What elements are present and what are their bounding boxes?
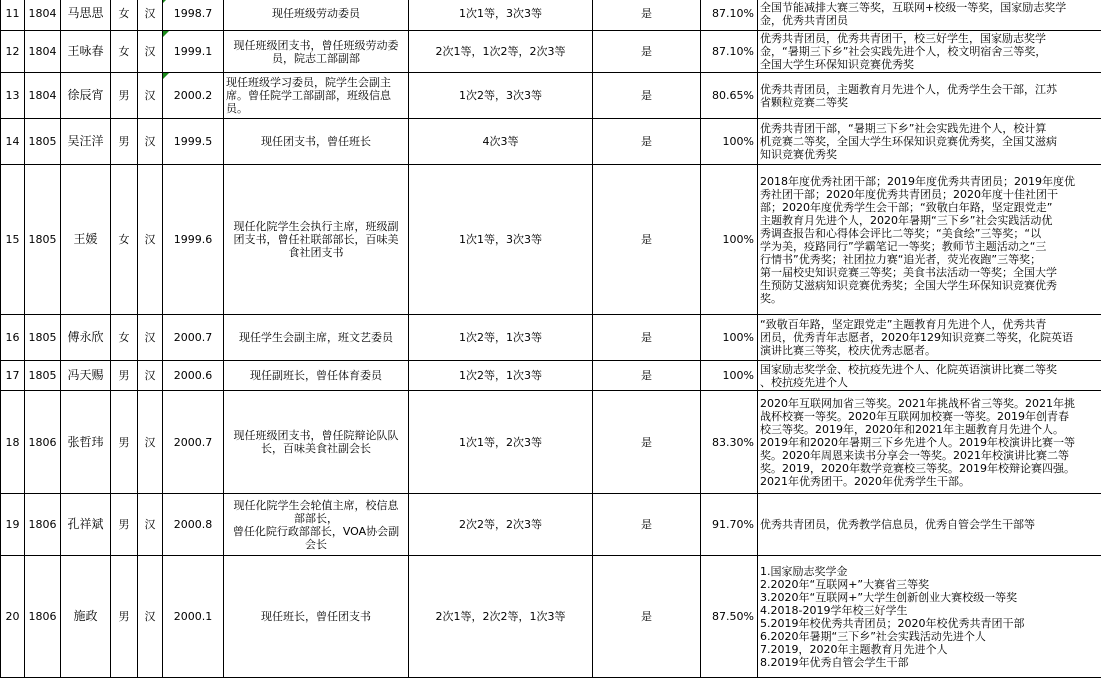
qualified-cell[interactable]: 是 bbox=[593, 315, 701, 361]
scholarship-cell[interactable]: 1次2等，1次3等 bbox=[409, 315, 593, 361]
qualified-cell[interactable]: 是 bbox=[593, 73, 701, 119]
honors-cell[interactable]: 优秀共青团员，优秀教学信息员，优秀自管会学生干部等 bbox=[758, 494, 1101, 556]
honors-cell[interactable]: 全国节能减排大赛三等奖，互联网+校级一等奖，国家励志奖学 金，优秀共青团员 bbox=[758, 0, 1101, 31]
ethnicity-cell[interactable]: 汉 bbox=[138, 31, 163, 73]
qualified-cell[interactable]: 是 bbox=[593, 391, 701, 494]
table-row bbox=[1, 31, 1101, 73]
table-row bbox=[1, 119, 1101, 165]
scholarship-cell[interactable]: 1次1等，2次3等 bbox=[409, 391, 593, 494]
scholarship-cell[interactable]: 2次2等，2次3等 bbox=[409, 494, 593, 556]
position-cell[interactable]: 现任化院学生会执行主席，班级副 团支书，曾任社联部部长，百味美 食社团支书 bbox=[224, 165, 409, 315]
row-number[interactable]: 16 bbox=[1, 315, 25, 361]
table-row bbox=[1, 494, 1101, 556]
scholarship-cell[interactable]: 4次3等 bbox=[409, 119, 593, 165]
row-number[interactable]: 15 bbox=[1, 165, 25, 315]
birth-cell[interactable]: 2000.6 bbox=[163, 361, 224, 391]
row-number[interactable]: 12 bbox=[1, 31, 25, 73]
ethnicity-cell[interactable]: 汉 bbox=[138, 165, 163, 315]
birth-cell[interactable]: 1999.6 bbox=[163, 165, 224, 315]
honors-cell[interactable]: 优秀共青团员，优秀共青团干，校三好学生，国家励志奖学 金，“暑期三下乡”社会实践先进个人，校文明宿舍三等奖， 全国大学生环保知识竞赛优秀奖 bbox=[758, 31, 1101, 73]
birth-cell[interactable]: 2000.2 bbox=[163, 73, 224, 119]
gender-cell[interactable]: 男 bbox=[111, 73, 138, 119]
position-cell[interactable]: 现任副班长，曾任体育委员 bbox=[224, 361, 409, 391]
birth-cell[interactable]: 2000.7 bbox=[163, 391, 224, 494]
ethnicity-cell[interactable]: 汉 bbox=[138, 556, 163, 678]
row-number[interactable]: 13 bbox=[1, 73, 25, 119]
class-cell[interactable]: 1806 bbox=[25, 494, 61, 556]
rate-cell[interactable]: 83.30% bbox=[701, 391, 758, 494]
qualified-cell[interactable]: 是 bbox=[593, 556, 701, 678]
table-row bbox=[1, 73, 1101, 119]
position-cell[interactable]: 现任班级学习委员，院学生会副主 席。曾任院学工部副部，班级信息 员。 bbox=[224, 73, 409, 119]
row-number[interactable]: 18 bbox=[1, 391, 25, 494]
rate-cell[interactable]: 100% bbox=[701, 165, 758, 315]
name-cell[interactable]: 王咏春 bbox=[61, 31, 111, 73]
gender-cell[interactable]: 女 bbox=[111, 315, 138, 361]
birth-cell[interactable]: 1998.7 bbox=[163, 0, 224, 31]
rate-cell[interactable]: 100% bbox=[701, 315, 758, 361]
gender-cell[interactable]: 男 bbox=[111, 119, 138, 165]
birth-cell[interactable]: 2000.8 bbox=[163, 494, 224, 556]
position-cell[interactable]: 现任团支书，曾任班长 bbox=[224, 119, 409, 165]
name-cell[interactable]: 马思思 bbox=[61, 0, 111, 31]
rate-cell[interactable]: 87.10% bbox=[701, 0, 758, 31]
ethnicity-cell[interactable]: 汉 bbox=[138, 315, 163, 361]
position-cell[interactable]: 现任班级团支书，曾任班级劳动委 员，院志工部副部 bbox=[224, 31, 409, 73]
table-row bbox=[1, 391, 1101, 494]
name-cell[interactable]: 傅永欣 bbox=[61, 315, 111, 361]
name-cell[interactable]: 张哲玮 bbox=[61, 391, 111, 494]
table-row bbox=[1, 315, 1101, 361]
scholarship-cell[interactable]: 1次2等，1次3等 bbox=[409, 361, 593, 391]
rate-cell[interactable]: 91.70% bbox=[701, 494, 758, 556]
name-cell[interactable]: 吴汪洋 bbox=[61, 119, 111, 165]
honors-cell[interactable]: 2020年互联网加省三等奖。2021年挑战杯省三等奖。2021年挑 战杯校赛一等奖。2020年互联网加校赛一等奖。2019年创青春 校三等奖。2019年，2020年和2021年主题教育月先进个人。 2019年和2020年暑期三下乡先进个人。2019年校演讲比赛一等 奖。2020年周恩来读书分享会一等奖。2021年校演讲比赛二等 奖。2019，2020年数学竞赛校三等奖。2019年校辩论赛四强。 2021年优秀团干。2020年优秀学生干部。 bbox=[758, 391, 1101, 494]
rate-cell[interactable]: 87.50% bbox=[701, 556, 758, 678]
honors-cell[interactable]: 2018年度优秀社团干部；2019年度优秀共青团员；2019年度优 秀社团干部；2020年度优秀共青团员；2020年度十佳社团干 部；2020年度优秀学生会干部；“致敬白年路，坚定跟党走” 主题教育月先进个人，2020年暑期“三下乡”社会实践活动优 秀调查报告和心得体会评比二等奖；“美食绘”三等奖；“以 学为美，疫路同行”学霸笔记一等奖；教师节主题活动之“三 行情书”优秀奖；社团拉力赛“追光者，荧光夜跑”三等奖； 第一届校史知识竞赛三等奖；美食书法活动一等奖；全国大学 生预防艾滋病知识竞赛优秀奖；全国大学生环保知识竞赛优秀 奖。 bbox=[758, 165, 1101, 315]
scholarship-cell[interactable]: 1次1等，3次3等 bbox=[409, 165, 593, 315]
position-cell[interactable]: 现任班级团支书，曾任院辩论队队 长，百味美食社副会长 bbox=[224, 391, 409, 494]
row-number[interactable]: 19 bbox=[1, 494, 25, 556]
table-row bbox=[1, 0, 1101, 31]
ethnicity-cell[interactable]: 汉 bbox=[138, 119, 163, 165]
honors-cell[interactable]: 优秀共青团干部，“暑期三下乡”社会实践先进个人，校计算 机竞赛二等奖，全国大学生环保知识竞赛优秀奖，全国艾滋病 知识竞赛优秀奖 bbox=[758, 119, 1101, 165]
class-cell[interactable]: 1805 bbox=[25, 119, 61, 165]
gender-cell[interactable]: 男 bbox=[111, 361, 138, 391]
honors-cell[interactable]: “致敬百年路，坚定跟党走”主题教育月先进个人，优秀共青 团员，优秀青年志愿者，2020年129知识竞赛二等奖，化院英语 演讲比赛三等奖，校庆优秀志愿者。 bbox=[758, 315, 1101, 361]
class-cell[interactable]: 1806 bbox=[25, 391, 61, 494]
row-number[interactable]: 11 bbox=[1, 0, 25, 31]
class-cell[interactable]: 1805 bbox=[25, 315, 61, 361]
row-number[interactable]: 17 bbox=[1, 361, 25, 391]
gender-cell[interactable]: 男 bbox=[111, 556, 138, 678]
ethnicity-cell[interactable]: 汉 bbox=[138, 361, 163, 391]
honors-cell[interactable]: 1.国家励志奖学金 2.2020年“互联网+”大赛省三等奖 3.2020年“互联网+”大学生创新创业大赛校级一等奖 4.2018-2019学年校三好学生 5.2019年校优秀共青团员；2020年校优秀共青团干部 6.2020年暑期“三下乡”社会实践活动先进个人 7.2019，2020年主题教育月先进个人 8.2019年优秀自管会学生干部 bbox=[758, 556, 1101, 678]
class-cell[interactable]: 1804 bbox=[25, 0, 61, 31]
class-cell[interactable]: 1804 bbox=[25, 73, 61, 119]
rate-cell[interactable]: 100% bbox=[701, 361, 758, 391]
gender-cell[interactable]: 男 bbox=[111, 391, 138, 494]
honors-cell[interactable]: 国家励志奖学金、校抗疫先进个人、化院英语演讲比赛二等奖 、校抗疫先进个人 bbox=[758, 361, 1101, 391]
position-cell[interactable]: 现任化院学生会轮值主席，校信息 部部长， 曾任化院行政部部长，VOA协会副 会长 bbox=[224, 494, 409, 556]
position-cell[interactable]: 现任学生会副主席，班文艺委员 bbox=[224, 315, 409, 361]
qualified-cell[interactable]: 是 bbox=[593, 0, 701, 31]
name-cell[interactable]: 王媛 bbox=[61, 165, 111, 315]
qualified-cell[interactable]: 是 bbox=[593, 361, 701, 391]
rate-cell[interactable]: 87.10% bbox=[701, 31, 758, 73]
birth-cell[interactable]: 1999.1 bbox=[163, 31, 224, 73]
gender-cell[interactable]: 男 bbox=[111, 494, 138, 556]
qualified-cell[interactable]: 是 bbox=[593, 165, 701, 315]
birth-cell[interactable]: 2000.1 bbox=[163, 556, 224, 678]
position-cell[interactable]: 现任班长，曾任团支书 bbox=[224, 556, 409, 678]
class-cell[interactable]: 1804 bbox=[25, 31, 61, 73]
rate-cell[interactable]: 100% bbox=[701, 119, 758, 165]
position-cell[interactable]: 现任班级劳动委员 bbox=[224, 0, 409, 31]
scholarship-cell[interactable]: 2次1等，1次2等，2次3等 bbox=[409, 31, 593, 73]
ethnicity-cell[interactable]: 汉 bbox=[138, 494, 163, 556]
birth-cell[interactable]: 2000.7 bbox=[163, 315, 224, 361]
ethnicity-cell[interactable]: 汉 bbox=[138, 0, 163, 31]
row-number[interactable]: 20 bbox=[1, 556, 25, 678]
name-cell[interactable]: 徐辰宵 bbox=[61, 73, 111, 119]
scholarship-cell[interactable]: 1次2等，3次3等 bbox=[409, 73, 593, 119]
scholarship-cell[interactable]: 1次1等，3次3等 bbox=[409, 0, 593, 31]
table-row bbox=[1, 165, 1101, 315]
honors-cell[interactable]: 优秀共青团员，主题教育月先进个人，优秀学生会干部，江苏 省颗粒竞赛二等奖 bbox=[758, 73, 1101, 119]
class-cell[interactable]: 1805 bbox=[25, 165, 61, 315]
class-cell[interactable]: 1805 bbox=[25, 361, 61, 391]
scholarship-cell[interactable]: 2次1等，2次2等，1次3等 bbox=[409, 556, 593, 678]
row-number[interactable]: 14 bbox=[1, 119, 25, 165]
qualified-cell[interactable]: 是 bbox=[593, 31, 701, 73]
gender-cell[interactable]: 女 bbox=[111, 0, 138, 31]
name-cell[interactable]: 孔祥斌 bbox=[61, 494, 111, 556]
class-cell[interactable]: 1806 bbox=[25, 556, 61, 678]
gender-cell[interactable]: 女 bbox=[111, 165, 138, 315]
birth-cell[interactable]: 1999.5 bbox=[163, 119, 224, 165]
ethnicity-cell[interactable]: 汉 bbox=[138, 73, 163, 119]
gender-cell[interactable]: 女 bbox=[111, 31, 138, 73]
qualified-cell[interactable]: 是 bbox=[593, 494, 701, 556]
qualified-cell[interactable]: 是 bbox=[593, 119, 701, 165]
ethnicity-cell[interactable]: 汉 bbox=[138, 391, 163, 494]
name-cell[interactable]: 冯天赐 bbox=[61, 361, 111, 391]
table-row bbox=[1, 556, 1101, 678]
rate-cell[interactable]: 80.65% bbox=[701, 73, 758, 119]
name-cell[interactable]: 施政 bbox=[61, 556, 111, 678]
table-row bbox=[1, 361, 1101, 391]
